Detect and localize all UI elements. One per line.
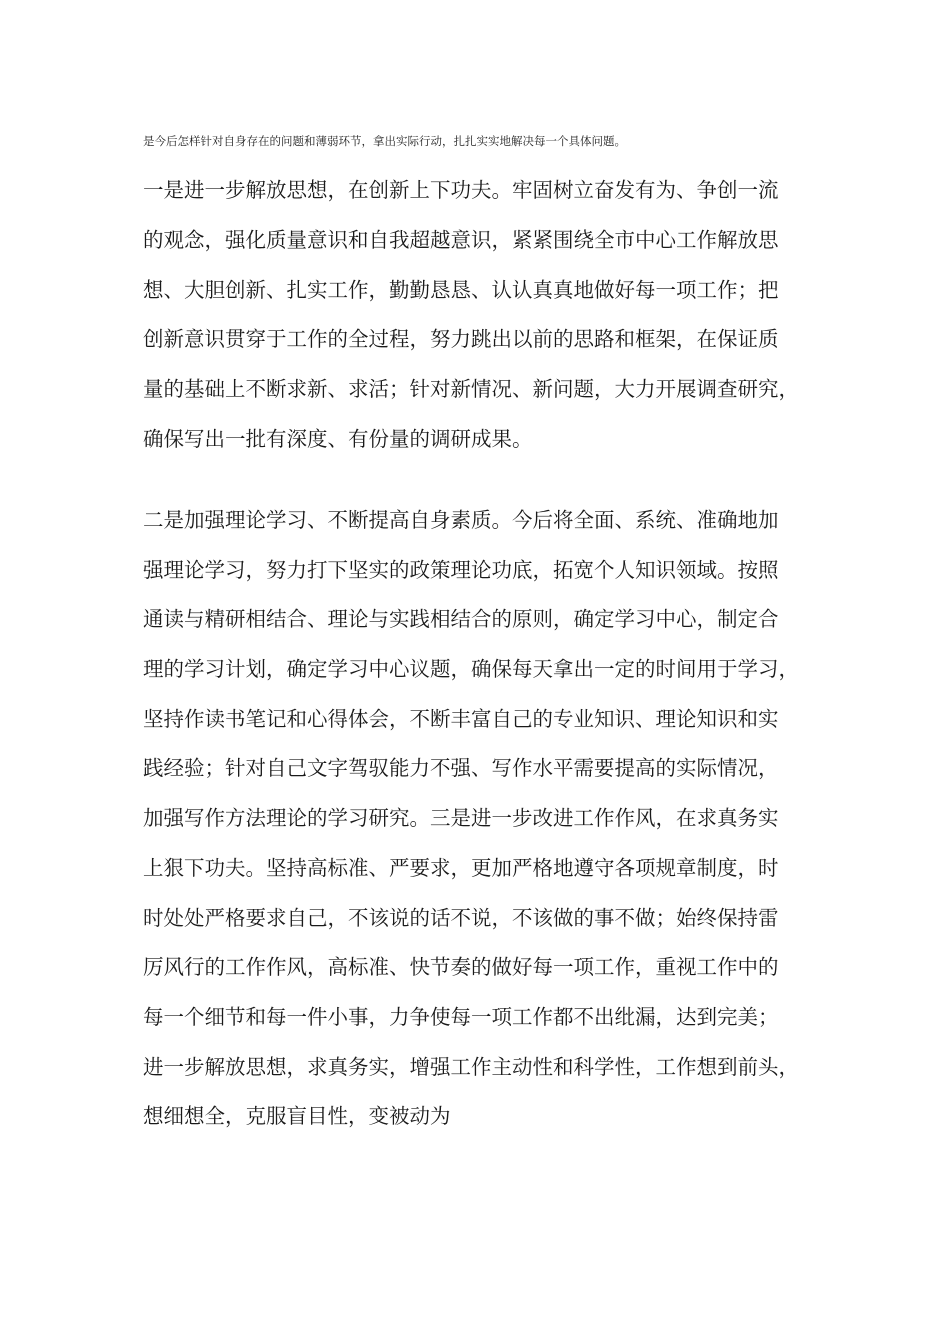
top-summary-line: 是今后怎样针对自身存在的问题和薄弱环节，拿出实际行动，扎扎实实地解决每一个具体问题。 [143, 134, 626, 148]
paragraph2-line: 时处处严格要求自己，不该说的话不说，不该做的事不做；始终保持雷 [143, 906, 779, 930]
paragraph2-line: 想细想全，克服盲目性，变被动为 [143, 1104, 451, 1128]
paragraph2-line: 坚持作读书笔记和心得体会，不断丰富自己的专业知识、理论知识和实 [143, 707, 779, 731]
paragraph2-line: 厉风行的工作作风，高标准、快节奏的做好每一项工作，重视工作中的 [143, 955, 779, 979]
paragraph2-line: 强理论学习，努力打下坚实的政策理论功底，拓宽个人知识领域。按照 [143, 558, 779, 582]
paragraph2-line: 通读与精研相结合、理论与实践相结合的原则，确定学习中心，制定合 [143, 607, 779, 631]
paragraph2-line: 二是加强理论学习、不断提高自身素质。今后将全面、系统、准确地加 [143, 508, 779, 532]
paragraph1-line: 量的基础上不断求新、求活；针对新情况、新问题，大力开展调查研究， [143, 377, 799, 401]
paragraph2-line: 每一个细节和每一件小事，力争使每一项工作都不出纰漏，达到完美； [143, 1005, 779, 1029]
paragraph2-line: 践经验；针对自己文字驾驭能力不强、写作水平需要提高的实际情况， [143, 756, 779, 780]
paragraph2-line: 理的学习计划，确定学习中心议题，确保每天拿出一定的时间用于学习， [143, 657, 799, 681]
paragraph2-line: 进一步解放思想，求真务实，增强工作主动性和科学性，工作想到前头， [143, 1055, 799, 1079]
paragraph1-line: 想、大胆创新、扎实工作，勤勤恳恳、认认真真地做好每一项工作；把 [143, 278, 779, 302]
paragraph1-line: 创新意识贯穿于工作的全过程，努力跳出以前的思路和框架，在保证质 [143, 327, 779, 351]
paragraph1-line: 确保写出一批有深度、有份量的调研成果。 [143, 427, 533, 451]
paragraph2-line: 上狠下功夫。坚持高标准、严要求，更加严格地遵守各项规章制度，时 [143, 856, 779, 880]
paragraph1-line: 一是进一步解放思想，在创新上下功夫。牢固树立奋发有为、争创一流 [143, 178, 779, 202]
paragraph1-line: 的观念，强化质量意识和自我超越意识，紧紧围绕全市中心工作解放思 [143, 228, 779, 252]
paragraph2-line: 加强写作方法理论的学习研究。三是进一步改进工作作风，在求真务实 [143, 806, 779, 830]
